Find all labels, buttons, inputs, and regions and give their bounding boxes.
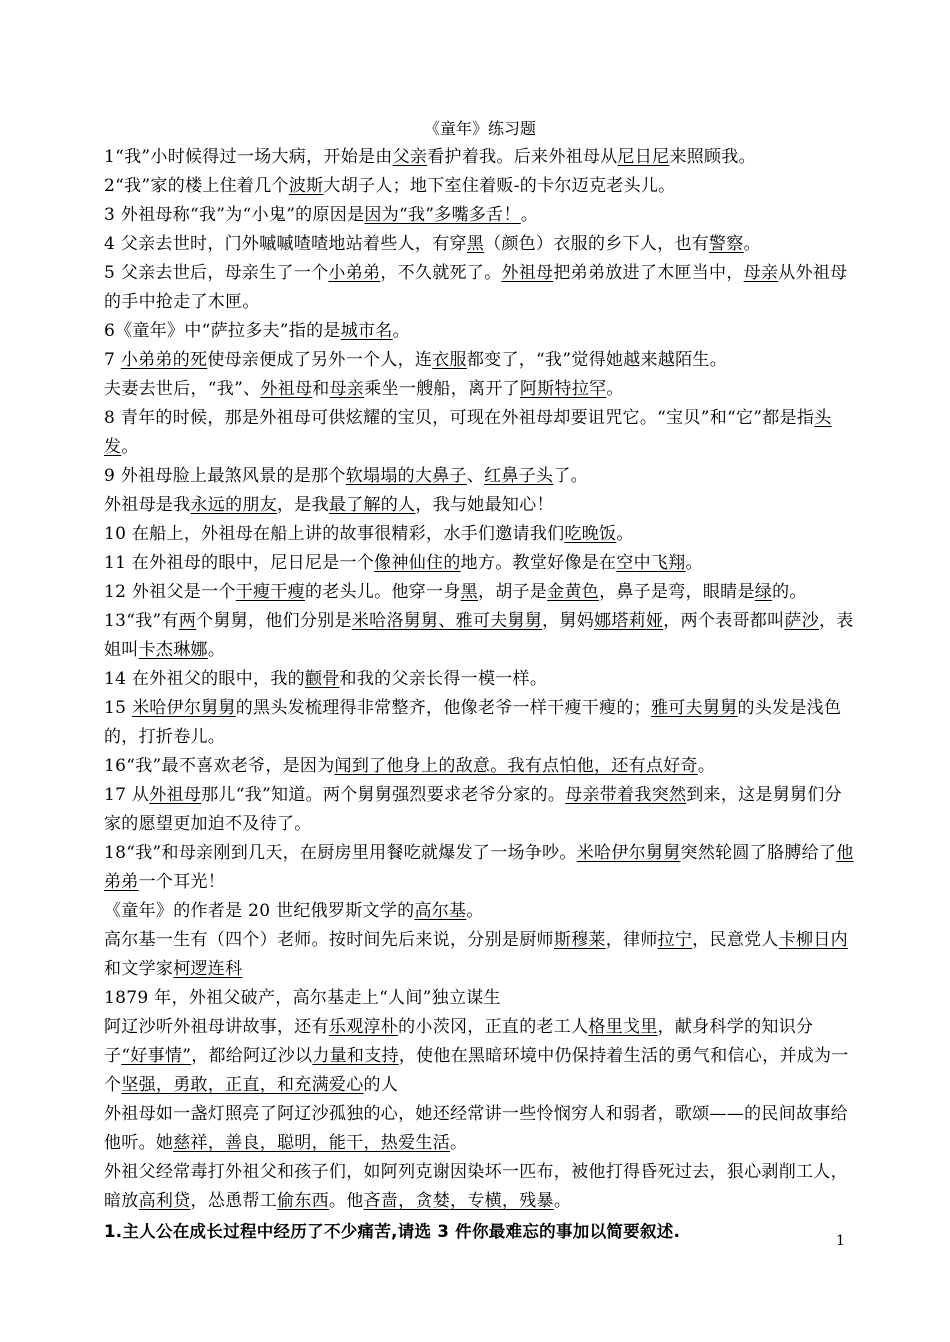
paragraph-2 [104, 172, 856, 201]
paragraph-22 [104, 926, 856, 984]
answer-text: 母亲带着我突然 [565, 785, 687, 805]
paragraph-10 [104, 462, 856, 491]
answer-text: 金黄色 [547, 582, 600, 602]
answer-text: 闻到了他身上的敌意。我有点怕他，还有点好奇 [334, 756, 698, 776]
answer-text: 吝啬，贪婪，专横，残暴 [363, 1191, 554, 1211]
paragraph-15 [104, 607, 856, 665]
paragraph-18 [104, 752, 856, 781]
document-title: 《童年》练习题 [423, 119, 536, 138]
paragraph-9 [104, 404, 856, 462]
answer-text: 红鼻子头 [484, 466, 554, 486]
question-text: 地方。教堂好像是在 [460, 553, 617, 573]
question-text: ，怂恿帮工 [190, 1191, 278, 1211]
question-text: 个舅舅，他们分别是 [196, 611, 352, 631]
question-text: ，鼻子是弯，眼睛是 [599, 582, 755, 602]
answer-text: 外祖母 [260, 379, 313, 399]
paragraph-13 [104, 549, 856, 578]
answer-text: 颧骨 [304, 669, 340, 689]
answer-text: 因为“我”多嘴多舌！ [364, 205, 521, 225]
answer-text: 斯穆莱 [553, 930, 606, 950]
paragraph-21 [104, 897, 856, 926]
question-text: 的人 [363, 1075, 399, 1095]
question-text: 。 [392, 321, 410, 341]
question-text: 外祖母是我 [104, 495, 191, 515]
question-text: 。 [207, 640, 226, 660]
paragraph-8 [104, 375, 856, 404]
question-text: 9 外祖母脸上最煞风景的是那个 [104, 466, 346, 486]
question-text: 。 [121, 437, 139, 457]
question-text: 《童年》的作者是 20 世纪俄罗斯文学的 [104, 901, 415, 921]
answer-text: 绿 [754, 582, 773, 602]
question-text: 14 在外祖父的眼中，我的 [104, 669, 305, 689]
question-text: 看护着我。后来外祖母从 [427, 147, 618, 167]
paragraph-24 [104, 1013, 856, 1100]
question-text: 大胡子人；地下室住着贩-的卡尔迈克老头儿。 [323, 176, 676, 196]
question-text: 和 [312, 379, 330, 399]
answer-text: 外祖母 [501, 263, 554, 283]
question-text: 阿辽沙听外祖母讲故事，还有 [104, 1017, 329, 1037]
question-text: 都变了，“我”觉得她越来越陌生。 [466, 350, 728, 370]
question-text: 1“我”小时候得过一场大病，开始是由 [104, 147, 393, 167]
answer-text: 高尔基 [414, 901, 467, 921]
question-text: ，都给阿辽沙以 [191, 1046, 313, 1066]
question-text: 的黑头发梳理得非常整齐，他像老爷一样干瘦干瘦的； [235, 698, 651, 718]
paragraph-7 [104, 346, 856, 375]
question-text: 、 [466, 466, 485, 486]
answer-text: 小弟弟的死 [120, 350, 208, 370]
answer-text: 高利贷 [138, 1191, 191, 1211]
question-text: 11 在外祖母的眼中，尼日尼是一个 [104, 553, 375, 573]
answer-text: “好事情” [121, 1046, 192, 1066]
paragraph-4 [104, 230, 856, 259]
question-text: 15 [104, 698, 132, 718]
question-text: 。 [697, 756, 716, 776]
answer-text: 干瘦干瘦 [235, 582, 305, 602]
question-text: 和我的父亲长得一模一样。 [339, 669, 548, 689]
question-text: 那儿“我”知道。两个舅舅强烈要求老爷分家的。 [201, 785, 566, 805]
answer-text: 偷东西 [277, 1191, 329, 1211]
question-text: 2“我”家的楼上住着几个 [104, 176, 289, 196]
question-text: 到来，这是舅舅们分家的愿望更加迫不及待了。 [104, 785, 842, 834]
answer-text: 娜塔莉娅 [594, 611, 664, 631]
answer-text: 两 [178, 611, 197, 631]
question-text: ，是我 [277, 495, 329, 515]
question-text: 了。 [553, 466, 588, 486]
question-text: 的。 [772, 582, 807, 602]
answer-text: 米哈伊尔舅舅 [131, 698, 236, 718]
answer-text: 最了解的人 [328, 495, 416, 515]
question-text: ，使他在黑暗环境中仍保持着生活的勇气和信心，并成为一个 [104, 1046, 849, 1095]
answer-text: 阿斯特拉罕 [519, 379, 607, 399]
question-text: ，我与她最知心！ [415, 495, 554, 515]
answer-text: 空中飞翔 [616, 553, 686, 573]
question-text: 。 [520, 205, 539, 225]
answer-text: 他弟弟 [104, 843, 854, 892]
paragraph-23 [104, 984, 856, 1013]
question-text: 8 青年的时候，那是外祖母可供炫耀的宝贝，可现在外祖母却要诅咒它。“宝贝”和“它”都是指 [104, 408, 815, 428]
question-text: 把弟弟放进了木匣当中， [553, 263, 744, 283]
paragraph-25 [104, 1100, 856, 1158]
question-text: 的小茨冈，正直的老工人 [398, 1017, 589, 1037]
answer-text: 卡杰琳娜 [138, 640, 208, 660]
question-text: 10 在船上，外祖母在船上讲的故事很精彩，水手们邀请我们 [104, 524, 565, 544]
question-text: 6《童年》中“萨拉多夫”指的是 [104, 321, 341, 341]
answer-text: 柯逻连科 [173, 959, 243, 979]
question-heading: 1.主人公在成长过程中经历了不少痛苦,请选 3 件你最难忘的事加以简要叙述. [104, 1222, 681, 1241]
question-text: ，不久就死了。 [380, 263, 502, 283]
question-text: 18“我”和母亲刚到几天，在厨房里用餐吃就爆发了一场争吵。 [104, 843, 577, 863]
paragraph-1 [104, 143, 856, 172]
question-text: ，民意党人 [692, 930, 779, 950]
question-text: 7 [104, 350, 121, 370]
question-text: 4 父亲去世时，门外嘁嘁喳喳地站着些人，有穿 [104, 234, 467, 254]
answer-text: 警察 [709, 234, 744, 254]
paragraph-3 [104, 201, 856, 230]
document-body [104, 143, 856, 1216]
question-text: 17 从 [104, 785, 150, 805]
answer-text: 衣服 [432, 350, 467, 370]
question-text: 和文学家 [104, 959, 174, 979]
answer-text: 卡柳日内 [778, 930, 848, 950]
question-text: 5 父亲去世后，母亲生了一个 [104, 263, 329, 283]
question-text: 夫妻去世后，“我”、 [104, 379, 261, 399]
answer-text: 永远的朋友 [190, 495, 277, 515]
question-text: 的老头儿。他穿一身 [304, 582, 461, 602]
question-text: 。 [616, 524, 634, 544]
question-text: ，胡子是 [477, 582, 548, 602]
question-text: ，表姐叫 [104, 611, 854, 660]
question-text: 的头发是浅色的，打折卷儿。 [104, 698, 842, 747]
question-text: 。 [606, 379, 624, 399]
answer-text: 萨沙 [784, 611, 819, 631]
answer-text: 外祖母 [149, 785, 202, 805]
answer-text: 父亲 [392, 147, 428, 167]
question-text: 。 [685, 553, 703, 573]
answer-text: 软塌塌的大鼻子 [345, 466, 467, 486]
answer-text: 母亲 [329, 379, 365, 399]
answer-text: 慈祥，善良，聪明，能干，热爱生活 [173, 1133, 451, 1153]
answer-text: 波斯 [288, 176, 324, 196]
question-text: 外祖母如一盏灯照亮了阿辽沙孤独的心，她还经常讲一些怜悯穷人和弱者，歌颂——的民间故事给他听。她 [104, 1104, 848, 1153]
paragraph-5 [104, 259, 856, 317]
paragraph-26 [104, 1158, 856, 1216]
question-text: 1879 年，外祖父破产，高尔基走上“人间”独立谋生 [104, 988, 501, 1008]
answer-text: 力量和支持 [312, 1046, 399, 1066]
answer-text: 米哈洛舅舅、雅可夫舅舅 [351, 611, 543, 631]
answer-text: 小弟弟 [328, 263, 381, 283]
question-text: ，舅妈 [542, 611, 595, 631]
question-text: ，献身科学的知识分子 [104, 1017, 814, 1066]
answer-text: 像神仙住的 [374, 553, 461, 573]
question-text: 突然轮圆了胳膊给了 [680, 843, 837, 863]
question-text: 乘坐一艘船，离开了 [364, 379, 520, 399]
question-text: 16“我”最不喜欢老爷，是因为 [104, 756, 335, 776]
paragraph-19 [104, 781, 856, 839]
question-text: 一个耳光！ [138, 872, 226, 892]
paragraph-12 [104, 520, 856, 549]
question-text: 从外祖母的手中抢走了木匣。 [104, 263, 848, 312]
answer-text: 城市名 [340, 321, 393, 341]
paragraph-6 [104, 317, 856, 346]
answer-text: 尼日尼 [617, 147, 670, 167]
answer-text: 头发 [104, 408, 832, 457]
question-text: 外祖父经常毒打外祖父和孩子们，如阿列克谢因染坏一匹布，被他打得昏死过去，狠心剥削工人，暗放 [104, 1162, 848, 1211]
question-text: 。 [553, 1191, 572, 1211]
question-text: ，两个表哥都叫 [663, 611, 785, 631]
question-text: 3 外祖母称“我”为“小鬼”的原因是 [104, 205, 365, 225]
question-text: 12 外祖父是一个 [104, 582, 236, 602]
paragraph-17 [104, 694, 856, 752]
answer-text: 黑 [466, 234, 485, 254]
paragraph-11 [104, 491, 856, 520]
question-text: 使母亲便成了另外一个人，连 [207, 350, 433, 370]
answer-text: 雅可夫舅舅 [650, 698, 738, 718]
answer-text: 黑 [460, 582, 478, 602]
answer-text: 拉宁 [657, 930, 693, 950]
question-text: 。 [743, 234, 761, 254]
answer-text: 母亲 [743, 263, 779, 283]
question-text: 。 [466, 901, 484, 921]
answer-text: 米哈伊尔舅舅 [576, 843, 681, 863]
paragraph-16 [104, 665, 856, 694]
question-text: 13“我”有 [104, 611, 179, 631]
question-text: ，律师 [605, 930, 658, 950]
question-text: 。他 [328, 1191, 364, 1211]
page-number: 1 [836, 1233, 845, 1249]
question-text: 。 [450, 1133, 468, 1153]
answer-text: 吃晚饭 [564, 524, 617, 544]
question-text: 来照顾我。 [669, 147, 756, 167]
document-page [104, 117, 856, 1246]
paragraph-14 [104, 578, 856, 607]
answer-text: 乐观淳朴 [328, 1017, 399, 1037]
answer-text: 格里戈里 [588, 1017, 658, 1037]
answer-text: 坚强，勇敢，正直，和充满爱心 [121, 1075, 364, 1095]
question-text: 高尔基一生有（四个）老师。按时间先后来说，分别是厨师 [104, 930, 554, 950]
question-text: （颜色）衣服的乡下人，也有 [484, 234, 710, 254]
paragraph-20 [104, 839, 856, 897]
